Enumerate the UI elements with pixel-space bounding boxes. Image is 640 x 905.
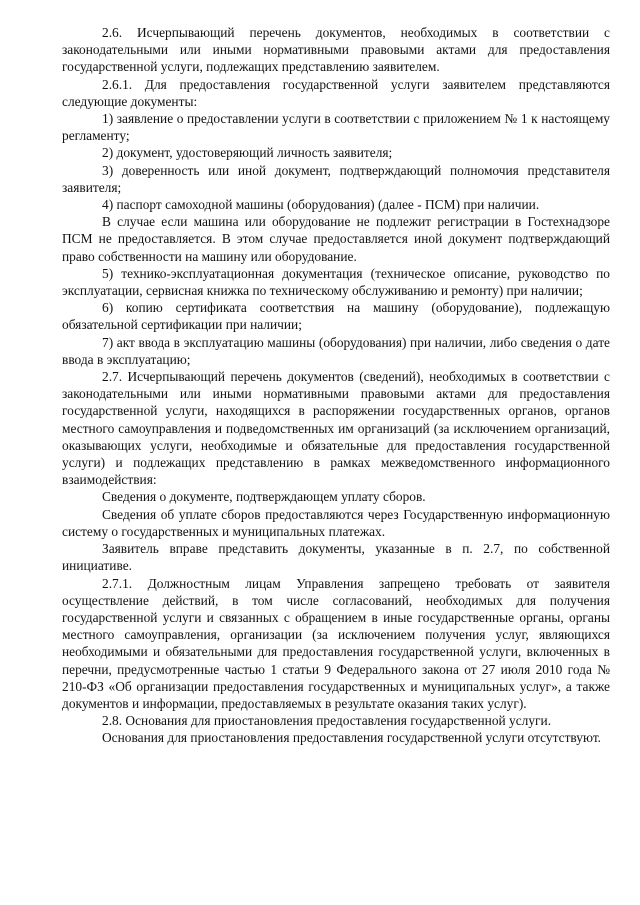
list-item-4: 4) паспорт самоходной машины (оборудования) (далее - ПСМ) при наличии. [102, 197, 540, 213]
list-item-1: 1) заявление о предоставлении услуги в соответствии с приложением № 1 к настоящему регламенту; [62, 111, 610, 144]
list-item-5: 5) технико-эксплуатационная документация (техническое описание, руководство по эксплуатации, сервисная книжка по техническому обслуживанию и ремонту) при наличии; [62, 265, 610, 299]
document-page [62, 24, 610, 747]
section-2-7-heading: 2.7. Исчерпывающий перечень документов (сведений), необходимых в соответствии с законодательными или иными нормативными правовыми актами для предоставления государственной услуги, находящихся в распоряжении государственных органов, органов местного самоуправления и подведомственных им организаций (за исключением организаций, оказывающих услуги, необходимые и обязательные для предоставления государственной услуги) и подлежащих представлению в рамках межведомственного информационного взаимодействия: [62, 369, 610, 488]
section-2-7-1-paragraph: 2.7.1. Должностным лицам Управления запрещено требовать от заявителя осуществление действий, в том числе согласований, необходимых для получения государственной услуги и связанных с обращением в иные государственные органы, органы местного самоуправления, организации (за исключением получения услуг, являющихся необходимыми и обязательными для предоставления государственной услуги, включенных в перечни, предусмотренные частью 1 статьи 9 Федерального закона от 27 июля 2010 года № 210-ФЗ «Об организации предоставления государственных и муниципальных услуг», а также документов и информации, предоставляемых в результате оказания таких услуг). [62, 575, 610, 711]
fee-document-paragraph: Сведения о документе, подтверждающем уплату сборов. [102, 489, 426, 505]
psm-exception-paragraph: В случае если машина или оборудование не подлежит регистрации в Гостехнадзоре ПСМ не предоставляется. В этом случае предоставляется иной документ подтверждающий право собственности на машину или оборудование. [62, 214, 610, 264]
list-item-2: 2) документ, удостоверяющий личность заявителя; [102, 145, 393, 161]
section-2-6-1-intro: 2.6.1. Для предоставления государственной услуги заявителем представляются следующие документы: [62, 76, 610, 109]
applicant-initiative-paragraph: Заявитель вправе представить документы, указанные в п. 2.7, по собственной инициативе. [62, 541, 610, 574]
list-item-6: 6) копию сертификата соответствия на машину (оборудование), подлежащую обязательной сертификации при наличии; [62, 300, 610, 333]
section-2-6-heading: 2.6. Исчерпывающий перечень документов, необходимых в соответствии с законодательными или иными нормативными правовыми актами для предоставления государственной услуги, подлежащих представлению заявителем. [62, 25, 610, 75]
list-item-3: 3) доверенность или иной документ, подтверждающий полномочия представителя заявителя; [62, 162, 610, 195]
list-item-7: 7) акт ввода в эксплуатацию машины (оборудования) при наличии, либо сведения о дате ввода в эксплуатацию; [62, 334, 610, 367]
section-2-8-heading: 2.8. Основания для приостановления предоставления государственной услуги. [102, 713, 552, 729]
fee-info-paragraph: Сведения об уплате сборов предоставляются через Государственную информационную систему о государственных и муниципальных платежах. [62, 506, 610, 539]
suspension-grounds-paragraph: Основания для приостановления предоставления государственной услуги отсутствуют. [102, 730, 602, 746]
